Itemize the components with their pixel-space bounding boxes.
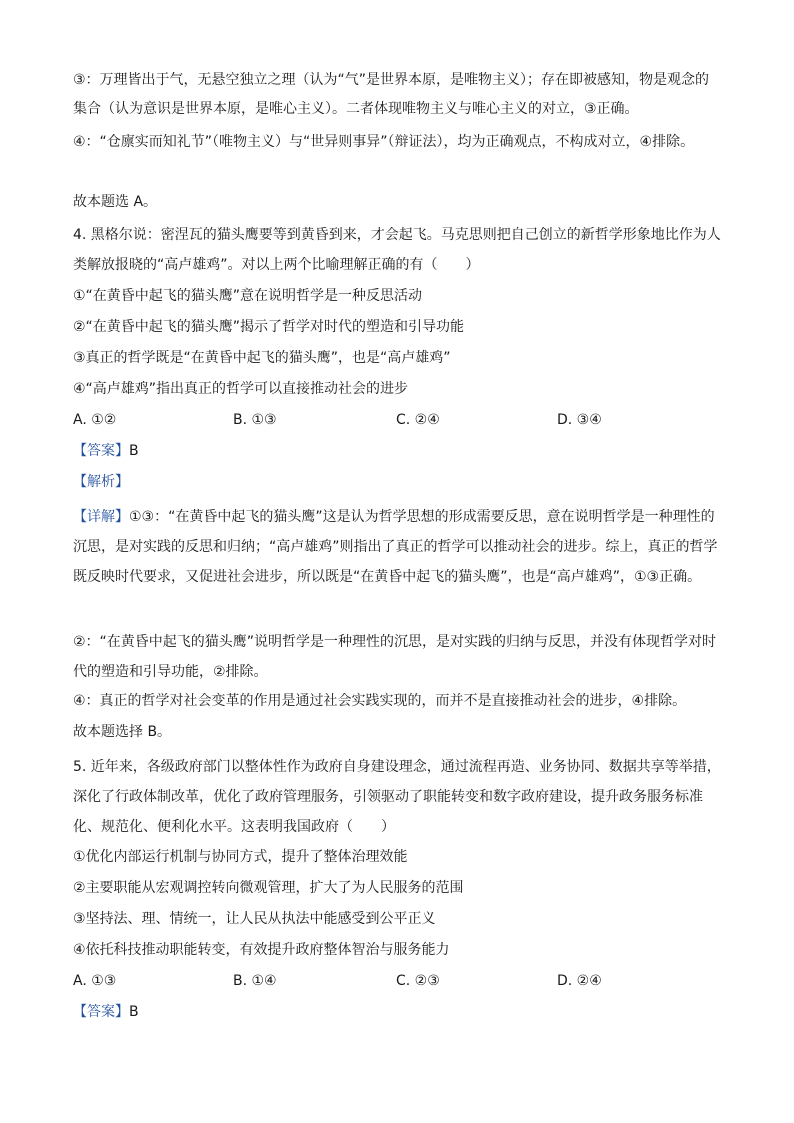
q5-statement-4: ④依托科技推动职能转变，有效提升政府整体智治与服务能力 bbox=[73, 942, 450, 958]
q5-answer bbox=[73, 1002, 139, 1022]
q4-detail-1 bbox=[73, 502, 723, 592]
q5-option-b: B. ①④ bbox=[233, 973, 277, 989]
answer-tag: 【答案】 bbox=[73, 1004, 129, 1020]
q4-statement-2: ②“在黄昏中起飞的猫头鹰”揭示了哲学对时代的塑造和引导功能 bbox=[73, 319, 465, 335]
q4-option-b: B. ①③ bbox=[233, 412, 277, 428]
q4-statement-4: ④“高卢雄鸡”指出真正的哲学可以直接推动社会的进步 bbox=[73, 381, 409, 397]
answer-tag: 【答案】 bbox=[73, 443, 129, 459]
q4-option-d: D. ③④ bbox=[557, 412, 602, 428]
detail-tag: 【详解】 bbox=[73, 509, 129, 525]
q4-detail-4: ④：真正的哲学对社会变革的作用是通过社会实践实现的，而并不是直接推动社会的进步，④排除。 bbox=[73, 693, 687, 709]
q4-answer bbox=[73, 441, 139, 461]
q5-statement-3: ③坚持法、理、情统一，让人民从执法中能感受到公平正义 bbox=[73, 911, 436, 927]
answer-value: B bbox=[129, 443, 139, 459]
q4-statement-1: ①“在黄昏中起飞的猫头鹰”意在说明哲学是一种反思活动 bbox=[73, 288, 423, 304]
q5-statement-2: ②主要职能从宏观调控转向微观管理，扩大了为人民服务的范围 bbox=[73, 880, 464, 896]
q4-statement-3: ③真正的哲学既是“在黄昏中起飞的猫头鹰”，也是“高卢雄鸡” bbox=[73, 350, 451, 366]
detail-text: ①③：“在黄昏中起飞的猫头鹰”这是认为哲学思想的形成需要反思，意在说明哲学是一种理性的沉思，是对实践的反思和归纳；“高卢雄鸡”则指出了真正的哲学可以推动社会的进步。综上，真正的哲学既反映时代要求，又促进社会进步，所以既是“在黄昏中起飞的猫头鹰”，也是“高卢雄鸡”，①③正确。 bbox=[73, 509, 718, 585]
q4-analysis-heading bbox=[73, 472, 129, 492]
q4-option-a: A. ①② bbox=[73, 412, 117, 428]
q5-option-a: A. ①③ bbox=[73, 973, 117, 989]
analysis-item-4: ④：“仓廪实而知礼节”（唯物主义）与“世异则事异”（辩证法），均为正确观点，不构成对立，④排除。 bbox=[73, 134, 695, 150]
q5-option-c: C. ②③ bbox=[396, 973, 440, 989]
analysis-item-3: ③：万理皆出于气，无悬空独立之理（认为“气”是世界本原，是唯物主义）；存在即被感知，物是观念的集合（认为意识是世界本原，是唯心主义）。二者体现唯物主义与唯心主义的对立，③正确。 bbox=[73, 72, 710, 117]
analysis-tag: 【解析】 bbox=[73, 474, 129, 490]
q5-statement-1: ①优化内部运行机制与协同方式，提升了整体治理效能 bbox=[73, 849, 408, 865]
q4-conclusion: 故本题选择 B。 bbox=[73, 724, 172, 740]
q5-stem: 5. 近年来，各级政府部门以整体性作为政府自身建设理念，通过流程再造、业务协同、数据共享等举措，深化了行政体制改革，优化了政府管理服务，引领驱动了职能转变和数字政府建设，提升政务服务标准化、规范化、便利化水平。这表明我国政府（ ） bbox=[73, 759, 721, 835]
prev-conclusion: 故本题选 A。 bbox=[73, 194, 158, 210]
answer-value: B bbox=[129, 1004, 139, 1020]
q4-detail-2: ②：“在黄昏中起飞的猫头鹰”说明哲学是一种理性的沉思，是对实践的归纳与反思，并没有体现哲学对时代的塑造和引导功能，②排除。 bbox=[73, 634, 717, 680]
q4-stem: 4. 黑格尔说：密涅瓦的猫头鹰要等到黄昏到来，才会起飞。马克思则把自己创立的新哲学形象地比作为人类解放报晓的“高卢雄鸡”。对以上两个比喻理解正确的有（ ） bbox=[73, 227, 721, 273]
q5-option-d: D. ②④ bbox=[557, 973, 602, 989]
q4-option-c: C. ②④ bbox=[396, 412, 440, 428]
